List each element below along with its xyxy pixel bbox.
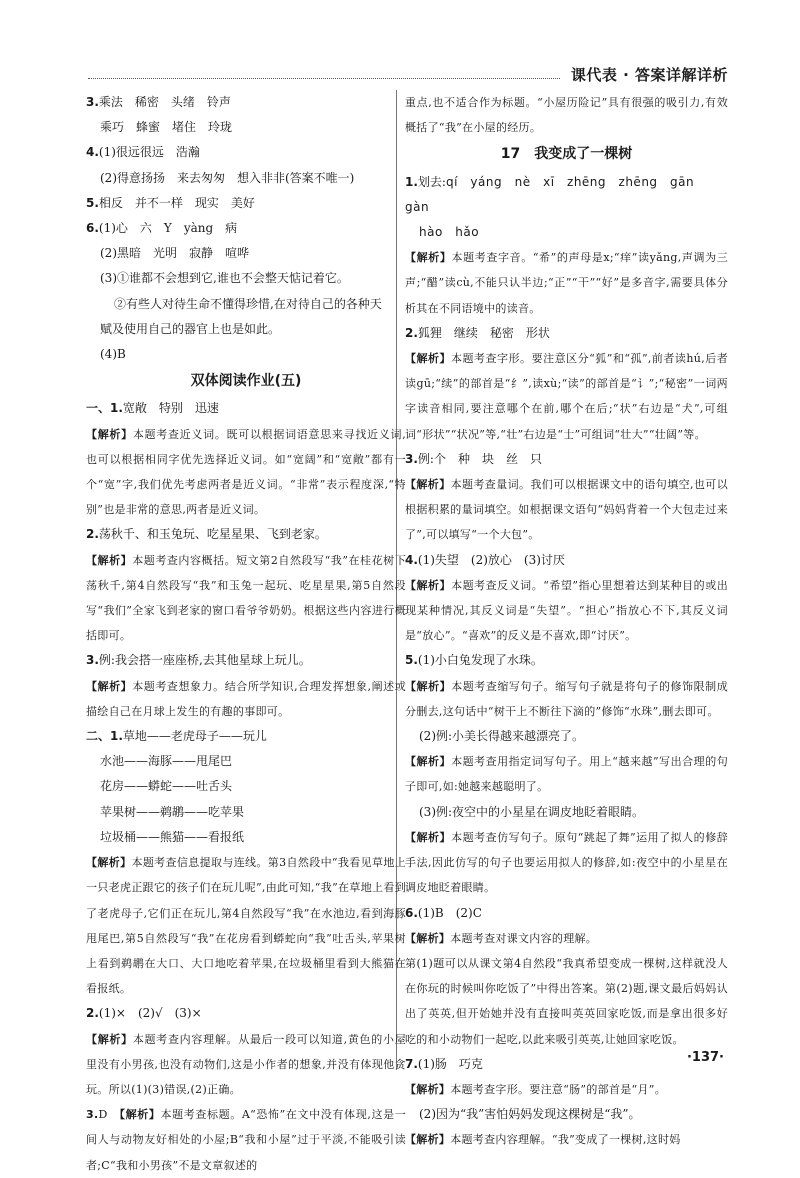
analysis-text: 本题考查内容概括。短文第2自然段写“我”在桂花树下荡秋千,第4自然段写“我”和玉兔一起玩、吃星星果,第5自然段写“我们”全家飞到老家的窗口看爷爷奶奶。根据这些内容进行概括即可。 bbox=[86, 553, 407, 643]
analysis-paragraph: 重点,也不适合作为标题。“小屋历险记”具有很强的吸引力,有效概括了“我”在小屋的经历。 bbox=[405, 96, 728, 135]
analysis-paragraph bbox=[405, 674, 728, 724]
analysis-paragraph bbox=[405, 573, 728, 649]
analysis-text: 本题考查内容理解。“我”变成了一棵树,这时妈 bbox=[450, 1133, 681, 1147]
answer-line bbox=[405, 901, 728, 926]
analysis-paragraph bbox=[405, 926, 728, 951]
answer-text: (1)B (2)C bbox=[417, 905, 482, 920]
answer-text: 相反 并不一样 现实 美好 bbox=[98, 195, 255, 210]
answer-line bbox=[86, 140, 406, 165]
analysis-paragraph bbox=[86, 1027, 406, 1103]
analysis-label: 【解析】 bbox=[405, 679, 452, 693]
question-number: 5. bbox=[86, 195, 99, 210]
analysis-text: 本题考查缩写句子。缩写句子就是将句子的修饰限制成分删去,这句话中“树干上不断往下滴的”修饰“水珠”,删去即可。 bbox=[405, 679, 729, 718]
match-line: 垃圾桶——熊猫——看报纸 bbox=[100, 829, 245, 844]
answer-text: (1)失望 (2)放心 (3)讨厌 bbox=[417, 552, 565, 567]
analysis-paragraph bbox=[86, 674, 406, 724]
analysis-text: 本题考查内容理解。从最后一段可以知道,黄色的小屋里没有小男孩,也没有动物们,这是小作者的想象,并没有体现他贪玩。所以(1)(3)错误,(2)正确。 bbox=[86, 1032, 406, 1096]
analysis-label: 【解析】 bbox=[405, 352, 452, 366]
answer-line bbox=[86, 522, 406, 547]
answer-subline: (4)B bbox=[100, 347, 126, 362]
analysis-label: 【解析】 bbox=[86, 427, 133, 441]
answer-subline: (3)例:夜空中的小星星在调皮地眨着眼睛。 bbox=[419, 804, 645, 819]
answer-text: 荡秋千、和玉兔玩、吃星星果、飞到老家。 bbox=[98, 527, 327, 542]
left-column bbox=[86, 90, 406, 1178]
answer-subline: (2)因为“我”害怕妈妈发现这棵树是“我”。 bbox=[419, 1107, 641, 1122]
match-line: 花房——蟒蛇——吐舌头 bbox=[100, 779, 233, 794]
answer-text: (1)肠 巧克 bbox=[417, 1056, 483, 1071]
analysis-label: 【解析】 bbox=[86, 856, 132, 870]
analysis-paragraph bbox=[86, 850, 406, 1001]
answer-text: (1)× (2)√ (3)× bbox=[98, 1006, 202, 1021]
analysis-label: 【解析】 bbox=[405, 251, 452, 265]
page-number: ·137· bbox=[686, 1050, 724, 1065]
question-number: 6. bbox=[86, 221, 99, 236]
answer-text: 草地——老虎母子——玩儿 bbox=[122, 729, 267, 744]
question-number: 2. bbox=[86, 1006, 99, 1021]
question-number: 2. bbox=[86, 527, 99, 542]
answer-line bbox=[86, 191, 406, 216]
answer-subline: (2)例:小美长得越来越漂亮了。 bbox=[419, 729, 585, 744]
pinyin-continuation: hào hǎo bbox=[419, 225, 480, 240]
analysis-paragraph bbox=[405, 472, 728, 548]
answer-line bbox=[405, 447, 728, 472]
pinyin-text: qí yáng nè xī zhēng zhēng gān gàn bbox=[405, 174, 707, 214]
answer-line bbox=[405, 170, 728, 220]
analysis-label: 【解析】 bbox=[405, 1133, 451, 1147]
analysis-label: 【解析】 bbox=[119, 1108, 161, 1122]
answer-text: (1)心 六 Y yàng 病 bbox=[98, 221, 238, 236]
question-number: 3. bbox=[86, 653, 99, 668]
answer-text: D bbox=[98, 1108, 120, 1122]
analysis-text: 本题考查用指定词写句子。用上“越来越”写出合理的句子即可,如:她越来越聪明了。 bbox=[405, 755, 729, 794]
analysis-paragraph: 第(1)题可以从课文第4自然段“我真希望变成一棵树,这样就没人在你玩的时候叫你吃饭了”中得出答案。第(2)题,课文最后妈妈认出了英英,但开始她并没有直接叫英英回家吃饭,而是拿出很多好吃的和小动物们一起吃,以此来吸引英英,让她回家吃饭。 bbox=[405, 956, 728, 1046]
match-line: 水池——海豚——甩尾巴 bbox=[100, 754, 233, 769]
analysis-text: 本题考查反义词。“希望”指心里想着达到某种目的或出现某种情况,其反义词是“失望”。“担心”指放心不下,其反义词是“放心”。“喜欢”的反义是不喜欢,即“讨厌”。 bbox=[405, 578, 729, 643]
answer-text: 狐狸 继续 秘密 形状 bbox=[417, 325, 550, 340]
question-number: 二、1. bbox=[86, 729, 123, 744]
answer-subline: (2)黑暗 光明 寂静 喧哗 bbox=[100, 246, 249, 261]
analysis-text: 本题考查想象力。结合所学知识,合理发挥想象,阐述或描绘自己在月球上发生的有趣的事即可。 bbox=[86, 679, 406, 718]
analysis-label: 【解析】 bbox=[405, 931, 451, 945]
question-number: 7. bbox=[405, 1056, 418, 1071]
answer-line bbox=[86, 724, 406, 749]
answer-text: (1)小白兔发现了水珠。 bbox=[417, 653, 543, 668]
answer-text: 乘法 稀密 头绪 铃声 bbox=[98, 95, 231, 109]
question-number: 2. bbox=[405, 325, 418, 340]
analysis-text: 本题考查信息提取与连线。第3自然段中“我看见草地上一只老虎正跟它的孩子们在玩儿呢”,由此可知,“我”在草地上看到了老虎母子,它们正在玩儿,第4自然段写“我”在水池边,看到海豚甩尾巴,第5自然段写“我”在花房看到蟒蛇向“我”吐舌头,苹果树上看到鹈鹕在大口、大口地吃着苹果,在垃圾桶里看到大熊猫在看报纸。 bbox=[86, 856, 407, 996]
answer-line bbox=[405, 321, 728, 346]
answer-line bbox=[405, 1052, 728, 1077]
analysis-paragraph bbox=[86, 548, 406, 649]
section-heading: 双体阅读作业(五) bbox=[190, 373, 302, 390]
answer-subline: ②有些人对待生命不懂得珍惜,在对待自己的各种天 bbox=[114, 296, 382, 311]
analysis-label: 【解析】 bbox=[405, 755, 452, 769]
answer-text: (1)很远很远 浩瀚 bbox=[98, 145, 200, 160]
analysis-label: 【解析】 bbox=[405, 578, 452, 592]
question-number: 一、1. bbox=[86, 401, 123, 416]
answer-subline: 赋及使用自己的器官上也是如此。 bbox=[100, 321, 281, 336]
analysis-text: 本题考查近义词。既可以根据词语意思来寻找近义词,也可以根据相同字优先选择近义词。如“宽阔”和“宽敞”都有一个“宽”字,我们优先考虑两者是近义词。“非常”表示程度深,“特别”也是非常的意思,两者是近义词。 bbox=[86, 427, 406, 517]
analysis-paragraph bbox=[405, 1127, 728, 1152]
analysis-label: 【解析】 bbox=[405, 1082, 451, 1096]
question-number: 3. bbox=[405, 451, 418, 466]
question-number: 6. bbox=[405, 905, 418, 920]
analysis-label: 【解析】 bbox=[86, 553, 133, 567]
answer-subline: (2)得意扬扬 来去匆匆 想入非非(答案不唯一) bbox=[100, 170, 355, 185]
answer-text: 宽敞 特别 迅速 bbox=[122, 401, 219, 416]
analysis-label: 【解析】 bbox=[86, 1032, 133, 1046]
answer-subline: (3)①谁都不会想到它,谁也不会整天惦记着它。 bbox=[100, 271, 349, 286]
analysis-label: 【解析】 bbox=[405, 830, 452, 844]
match-line: 苹果树——鹈鹕——吃苹果 bbox=[100, 804, 245, 819]
analysis-text: 本题考查标题。A“恐怖”在文中没有体现,这是一间人与动物友好相处的小屋;B“我和小屋”过于平淡,不能吸引读者;C“我和小男孩”不是文章叙述的 bbox=[86, 1108, 406, 1172]
analysis-paragraph bbox=[405, 245, 728, 321]
answer-text: 例:个 种 块 丝 只 bbox=[417, 451, 542, 466]
analysis-paragraph bbox=[405, 346, 728, 447]
analysis-text: 本题考查量词。我们可以根据课文中的语句填空,也可以根据积累的量词填空。如根据课文语句“妈妈背着一个大包走过来了”,可以填写“一个大包”。 bbox=[405, 478, 729, 542]
analysis-paragraph bbox=[86, 422, 406, 523]
answer-line bbox=[86, 1001, 406, 1026]
answer-subline: 乘巧 蜂蜜 堵住 玲珑 bbox=[100, 120, 233, 135]
answer-prefix: 划去: bbox=[417, 174, 446, 189]
answer-text: 例:我会搭一座座桥,去其他星球上玩儿。 bbox=[98, 653, 311, 668]
answer-line bbox=[86, 648, 406, 673]
answer-line bbox=[86, 90, 406, 115]
answer-line bbox=[405, 548, 728, 573]
analysis-paragraph bbox=[86, 1102, 406, 1178]
analysis-text: 本题考查仿写句子。原句“跳起了舞”运用了拟人的修辞手法,因此仿写的句子也要运用拟人的修辞,如:夜空中的小星星在调皮地眨着眼睛。 bbox=[405, 830, 729, 895]
analysis-text: 本题考查对课文内容的理解。 bbox=[450, 931, 598, 945]
question-number: 4. bbox=[86, 145, 99, 160]
analysis-paragraph bbox=[405, 825, 728, 901]
analysis-label: 【解析】 bbox=[86, 679, 133, 693]
answer-line bbox=[405, 648, 728, 673]
question-number: 5. bbox=[405, 653, 418, 668]
question-number: 3. bbox=[86, 95, 99, 109]
answer-line bbox=[86, 216, 406, 241]
analysis-paragraph bbox=[405, 1077, 728, 1102]
section-heading: 17 我变成了一棵树 bbox=[500, 146, 633, 163]
question-number: 4. bbox=[405, 552, 418, 567]
answer-line bbox=[86, 396, 406, 421]
analysis-text: 本题考查字音。“希”的声母是x;“痒”读yǎng,声调为三声;“醋”读cù,不能只认半边;“正”“干”“好”是多音字,需要具体分析其在不同语境中的读音。 bbox=[405, 251, 729, 315]
question-number: 3. bbox=[86, 1108, 99, 1122]
analysis-text: 本题考查字形。要注意区分“狐”和“孤”,前者读hú,后者读gū;“续”的部首是“纟”,读xù;“读”的部首是“讠”;“秘密”一词两字读音相同,要注意哪个在前,哪个在后;“状”右边是“犬”,可组词“形状”“状况”等,“壮”右边是“士”可组词“壮大”“壮阔”等。 bbox=[405, 352, 729, 441]
analysis-paragraph bbox=[405, 749, 728, 799]
header-dotted-rule bbox=[88, 78, 560, 79]
page-header bbox=[88, 64, 728, 86]
header-title: 课代表 · 答案详解详析 bbox=[570, 66, 728, 84]
right-column bbox=[405, 90, 728, 1153]
analysis-text: 本题考查字形。要注意“肠”的部首是“月”。 bbox=[450, 1082, 666, 1096]
analysis-label: 【解析】 bbox=[405, 478, 451, 492]
question-number: 1. bbox=[405, 174, 418, 189]
